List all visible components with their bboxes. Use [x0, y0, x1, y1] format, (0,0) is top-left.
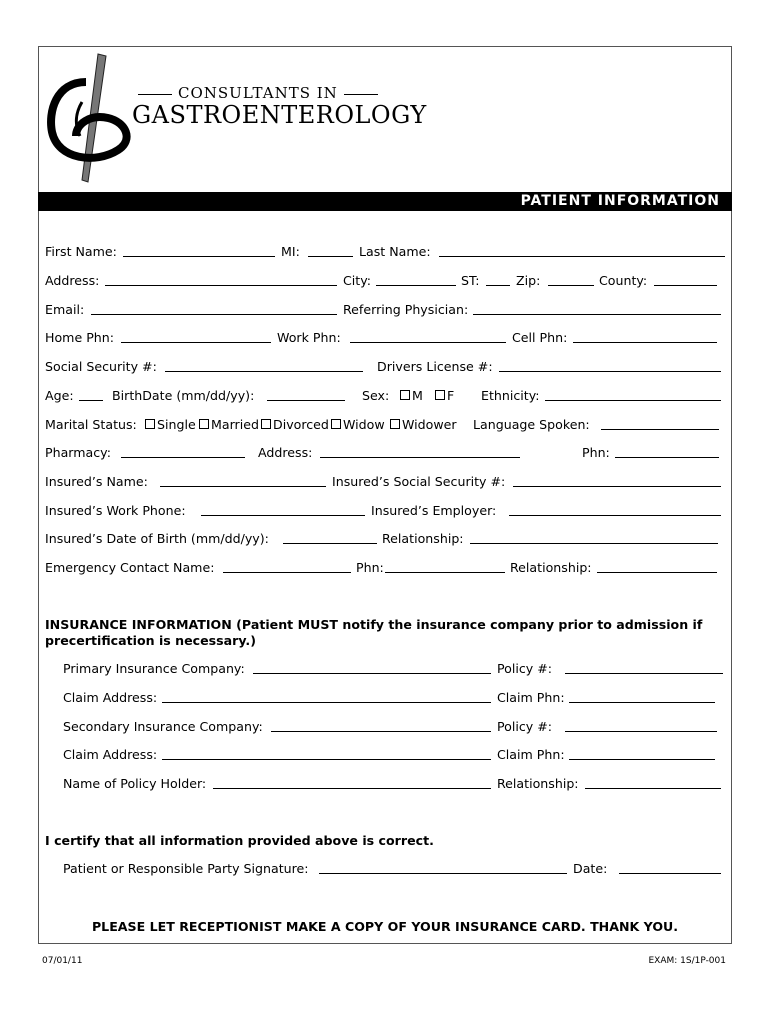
last-name-field[interactable] — [439, 244, 725, 257]
city-label: City: — [343, 273, 372, 288]
date-label: Date: — [573, 861, 608, 876]
policy-2-field[interactable] — [565, 719, 717, 732]
cell-phn-field[interactable] — [573, 330, 717, 343]
pharmacy-label: Pharmacy: — [45, 445, 111, 460]
age-field[interactable] — [79, 388, 103, 401]
city-field[interactable] — [376, 273, 456, 286]
policy-holder-label: Name of Policy Holder: — [63, 776, 207, 791]
section-header-bar — [38, 192, 732, 211]
zip-field[interactable] — [548, 273, 594, 286]
checkbox-icon — [145, 419, 155, 429]
relationship-label: Relationship: — [382, 531, 464, 546]
pharmacy-address-label: Address: — [258, 445, 313, 460]
email-label: Email: — [45, 302, 85, 317]
insured-ssn-field[interactable] — [513, 474, 721, 487]
checkbox-icon — [390, 419, 400, 429]
address-label: Address: — [45, 273, 100, 288]
footer-date: 07/01/11 — [42, 956, 83, 966]
work-phn-label: Work Phn: — [277, 330, 341, 345]
logo-top-line: CONSULTANTS IN — [132, 84, 384, 102]
sex-label: Sex: — [362, 388, 390, 403]
date-field[interactable] — [619, 861, 721, 874]
emergency-phn-label: Phn: — [356, 560, 384, 575]
marital-status-label: Marital Status: — [45, 417, 137, 432]
primary-company-label: Primary Insurance Company: — [63, 661, 245, 676]
policy-1-field[interactable] — [565, 661, 723, 674]
insurance-heading: INSURANCE INFORMATION (Patient MUST notify the insurance company prior to admission if precertification is necessary.) — [45, 617, 703, 648]
ethnicity-label: Ethnicity: — [481, 388, 540, 403]
st-label: ST: — [461, 273, 480, 288]
birthdate-field[interactable] — [267, 388, 345, 401]
receptionist-notice: PLEASE LET RECEPTIONIST MAKE A COPY OF YOUR INSURANCE CARD. THANK YOU. — [91, 919, 679, 934]
sex-f-option[interactable]: F — [435, 388, 454, 403]
referring-physician-field[interactable] — [473, 302, 721, 315]
policy-2-label: Policy #: — [497, 719, 553, 734]
work-phn-field[interactable] — [350, 330, 506, 343]
emergency-relationship-label: Relationship: — [510, 560, 592, 575]
ethnicity-field[interactable] — [545, 388, 721, 401]
emergency-contact-label: Emergency Contact Name: — [45, 560, 215, 575]
policy-holder-field[interactable] — [213, 776, 491, 789]
emergency-phn-field[interactable] — [385, 560, 505, 573]
first-name-field[interactable] — [123, 244, 275, 257]
insured-employer-label: Insured’s Employer: — [371, 503, 497, 518]
signature-field[interactable] — [319, 861, 567, 874]
mi-label: MI: — [281, 244, 300, 259]
secondary-company-label: Secondary Insurance Company: — [63, 719, 263, 734]
insured-dob-field[interactable] — [283, 531, 377, 544]
relationship-field[interactable] — [470, 531, 718, 544]
sex-m-option[interactable]: M — [400, 388, 423, 403]
footer-code: EXAM: 1S/1P-001 — [648, 956, 726, 966]
drivers-license-field[interactable] — [499, 359, 721, 372]
policy-1-label: Policy #: — [497, 661, 553, 676]
drivers-license-label: Drivers License #: — [377, 359, 493, 374]
zip-label: Zip: — [516, 273, 541, 288]
insured-ssn-label: Insured’s Social Security #: — [332, 474, 506, 489]
primary-company-field[interactable] — [253, 661, 491, 674]
pharmacy-field[interactable] — [121, 445, 245, 458]
last-name-label: Last Name: — [359, 244, 431, 259]
claim-address-2-field[interactable] — [162, 747, 491, 760]
marital-single-option[interactable]: Single — [145, 417, 196, 432]
insured-name-field[interactable] — [160, 474, 326, 487]
insured-work-phone-field[interactable] — [201, 503, 365, 516]
home-phn-label: Home Phn: — [45, 330, 114, 345]
checkbox-icon — [400, 390, 410, 400]
claim-address-2-label: Claim Address: — [63, 747, 158, 762]
pharmacy-phn-label: Phn: — [582, 445, 610, 460]
insured-name-label: Insured’s Name: — [45, 474, 148, 489]
language-spoken-label: Language Spoken: — [473, 417, 590, 432]
mi-field[interactable] — [308, 244, 353, 257]
birthdate-label: BirthDate (mm/dd/yy): — [112, 388, 255, 403]
policy-holder-relationship-field[interactable] — [585, 776, 721, 789]
logo-main-line: GASTROENTEROLOGY — [132, 101, 427, 129]
claim-phn-1-field[interactable] — [569, 690, 715, 703]
insured-employer-field[interactable] — [509, 503, 721, 516]
county-field[interactable] — [654, 273, 717, 286]
insured-work-phone-label: Insured’s Work Phone: — [45, 503, 186, 518]
secondary-company-field[interactable] — [271, 719, 491, 732]
signature-label: Patient or Responsible Party Signature: — [63, 861, 309, 876]
emergency-contact-field[interactable] — [223, 560, 351, 573]
insured-dob-label: Insured’s Date of Birth (mm/dd/yy): — [45, 531, 269, 546]
ssn-field[interactable] — [165, 359, 363, 372]
emergency-relationship-field[interactable] — [597, 560, 717, 573]
home-phn-field[interactable] — [121, 330, 271, 343]
marital-widow-option[interactable]: Widow — [331, 417, 385, 432]
cell-phn-label: Cell Phn: — [512, 330, 568, 345]
marital-married-option[interactable]: Married — [199, 417, 259, 432]
claim-phn-2-field[interactable] — [569, 747, 715, 760]
address-field[interactable] — [105, 273, 337, 286]
pharmacy-address-field[interactable] — [320, 445, 520, 458]
policy-holder-relationship-label: Relationship: — [497, 776, 579, 791]
ssn-label: Social Security #: — [45, 359, 157, 374]
claim-address-1-label: Claim Address: — [63, 690, 158, 705]
checkbox-icon — [435, 390, 445, 400]
claim-phn-1-label: Claim Phn: — [497, 690, 565, 705]
first-name-label: First Name: — [45, 244, 117, 259]
email-field[interactable] — [91, 302, 337, 315]
checkbox-icon — [331, 419, 341, 429]
page-title: PATIENT INFORMATION — [520, 193, 720, 209]
marital-divorced-option[interactable]: Divorced — [261, 417, 329, 432]
language-spoken-field[interactable] — [601, 417, 719, 430]
age-label: Age: — [45, 388, 74, 403]
checkbox-icon — [261, 419, 271, 429]
checkbox-icon — [199, 419, 209, 429]
st-field[interactable] — [486, 273, 510, 286]
referring-physician-label: Referring Physician: — [343, 302, 469, 317]
pharmacy-phn-field[interactable] — [615, 445, 719, 458]
marital-widower-option[interactable]: Widower — [390, 417, 457, 432]
claim-phn-2-label: Claim Phn: — [497, 747, 565, 762]
county-label: County: — [599, 273, 648, 288]
certify-statement: I certify that all information provided above is correct. — [45, 833, 434, 848]
claim-address-1-field[interactable] — [162, 690, 491, 703]
